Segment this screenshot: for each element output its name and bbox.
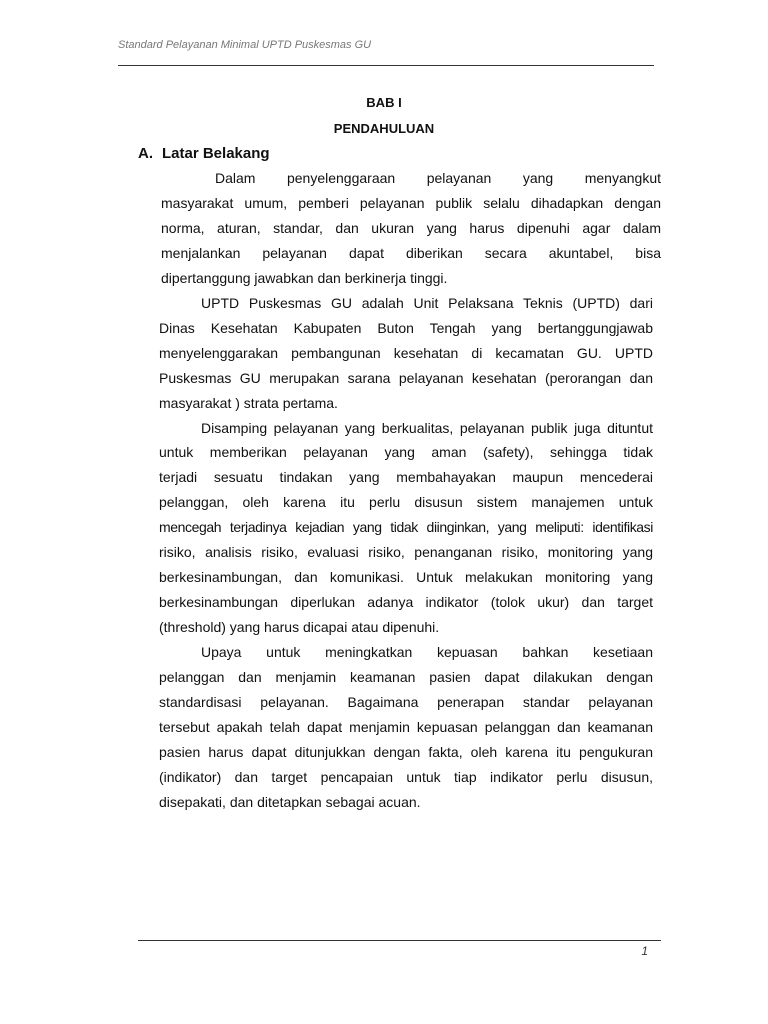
paragraph-line: Dinas Kesehatan Kabupaten Buton Tengah yang bertanggungjawab [159, 320, 653, 336]
paragraph-line: berkesinambungan diperlukan adanya indikator (tolok ukur) dan target [159, 594, 653, 610]
paragraph-line: pelanggan dan menjamin keamanan pasien dapat dilakukan dengan [159, 669, 653, 685]
paragraph-line: Puskesmas GU merupakan sarana pelayanan kesehatan (perorangan dan [159, 370, 653, 386]
paragraph-line: Dalam penyelenggaraan pelayanan yang menyangkut [215, 170, 661, 186]
paragraph-line: disepakati, dan ditetapkan sebagai acuan. [159, 794, 421, 810]
paragraph-line: risiko, analisis risiko, evaluasi risiko, penanganan risiko, monitoring yang [159, 544, 653, 560]
header-divider [118, 65, 654, 66]
paragraph-line: terjadi sesuatu tindakan yang membahayakan maupun mencederai [159, 469, 653, 485]
paragraph-line: Upaya untuk meningkatkan kepuasan bahkan kesetiaan [201, 644, 653, 660]
paragraph-line: Disamping pelayanan yang berkualitas, pelayanan publik juga dituntut [201, 420, 653, 436]
section-title: Latar Belakang [162, 145, 270, 162]
paragraph-line: (threshold) yang harus dicapai atau dipenuhi. [159, 619, 440, 635]
paragraph-line: mencegah terjadinya kejadian yang tidak diinginkan, yang meliputi: identifikasi [159, 519, 653, 535]
paragraph-line: pasien harus dapat ditunjukkan dengan fakta, oleh karena itu pengukuran [159, 744, 653, 760]
chapter-title: PENDAHULUAN [333, 121, 435, 136]
paragraph-line: berkesinambungan, dan komunikasi. Untuk melakukan monitoring yang [159, 569, 653, 585]
paragraph-line: masyarakat umum, pemberi pelayanan publik selalu dihadapkan dengan [161, 195, 661, 211]
paragraph-line: standardisasi pelayanan. Bagaimana penerapan standar pelayanan [159, 694, 653, 710]
paragraph-line: UPTD Puskesmas GU adalah Unit Pelaksana Teknis (UPTD) dari [201, 295, 653, 311]
paragraph-line: untuk memberikan pelayanan yang aman (safety), sehingga tidak [159, 444, 653, 460]
section-heading [138, 145, 270, 162]
paragraph-line: masyarakat ) strata pertama. [159, 395, 338, 411]
paragraph-line: tersebut apakah telah dapat menjamin kepuasan pelanggan dan keamanan [159, 719, 653, 735]
paragraph-line: menyelenggarakan pembangunan kesehatan di kecamatan GU. UPTD [159, 345, 653, 361]
chapter-number: BAB I [366, 95, 402, 110]
section-letter: A. [138, 145, 153, 162]
paragraph-line: norma, aturan, standar, dan ukuran yang harus dipenuhi agar dalam [161, 220, 661, 236]
page-number: 1 [641, 944, 648, 958]
paragraph-line: (indikator) dan target pencapaian untuk tiap indikator perlu disusun, [159, 769, 653, 785]
running-header: Standard Pelayanan Minimal UPTD Puskesmas GU [118, 39, 372, 51]
paragraph-line: menjalankan pelayanan dapat diberikan secara akuntabel, bisa [161, 245, 661, 261]
paragraph-line: pelanggan, oleh karena itu perlu disusun sistem manajemen untuk [159, 494, 653, 510]
paragraph-line: dipertanggung jawabkan dan berkinerja tinggi. [161, 270, 448, 286]
footer-divider [138, 940, 661, 941]
